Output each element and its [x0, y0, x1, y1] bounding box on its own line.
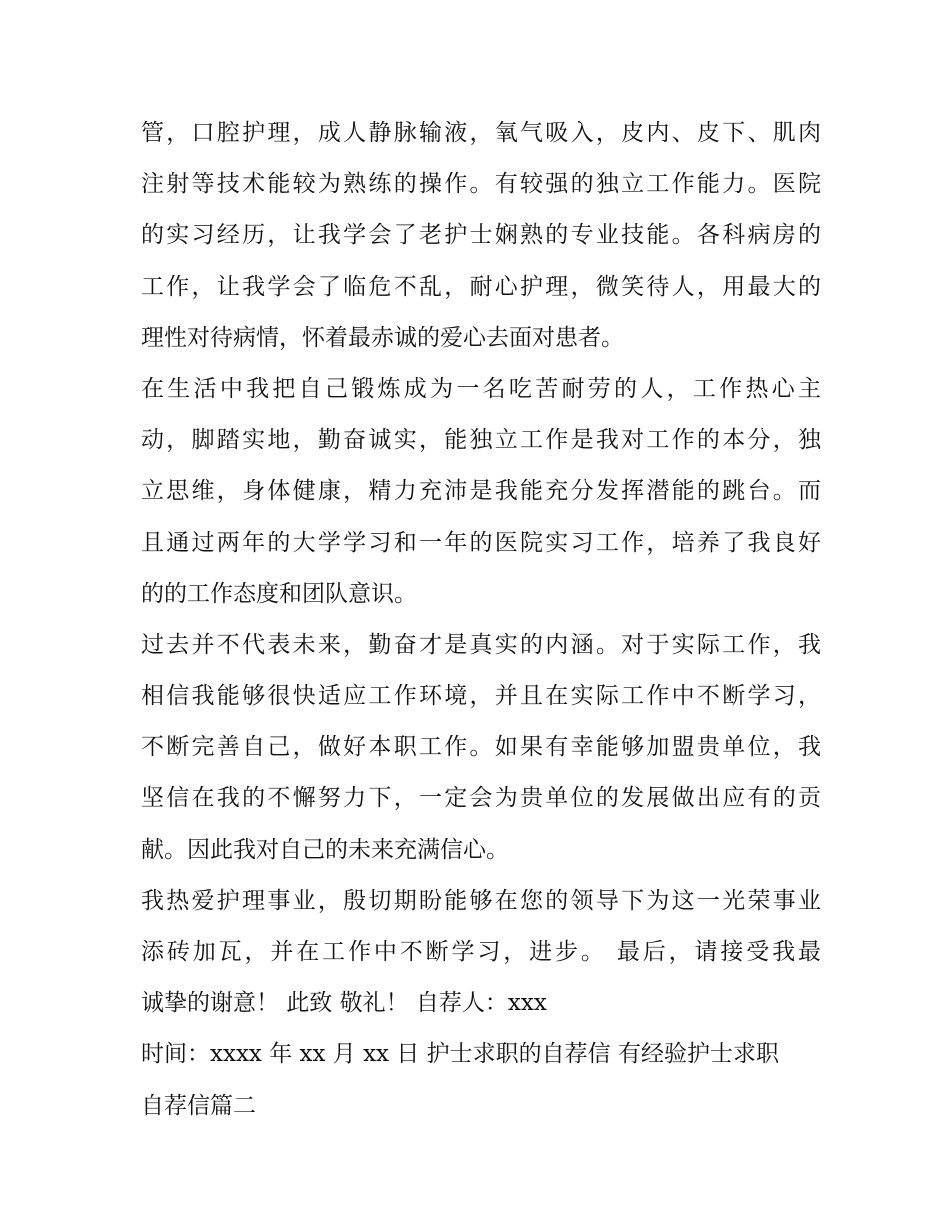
text-line: 管，口腔护理，成人静脉输液，氧气吸入，皮内、皮下、肌肉 [141, 120, 821, 146]
text-line: 理性对待病情，怀着最赤诚的爱心去面对患者。 [141, 324, 624, 351]
signature-line: 诚挚的谢意！ 此致 敬礼！ 自荐人：xxx [141, 990, 547, 1017]
text-line: 过去并不代表未来，勤奋才是真实的内涵。对于实际工作，我 [141, 631, 821, 658]
text-line: 注射等技术能较为熟练的操作。有较强的独立工作能力。医院 [141, 171, 821, 198]
text-line: 不断完善自己，做好本职工作。如果有幸能够加盟贵单位，我 [141, 734, 821, 761]
text-line: 且通过两年的大学学习和一年的医院实习工作，培养了我良好 [141, 529, 821, 556]
paragraph-5 [141, 1029, 821, 1131]
paragraph-2 [141, 364, 821, 620]
text-line: 动，脚踏实地，勤奋诚实，能独立工作是我对工作的本分，独 [141, 427, 821, 454]
text-line: 我热爱护理事业，殷切期盼能够在您的领导下为这一光荣事业 [141, 887, 821, 914]
text-line: 坚信在我的不懈努力下，一定会为贵单位的发展做出应有的贡 [141, 785, 821, 812]
paragraph-3 [141, 620, 821, 876]
paragraph-4 [141, 876, 821, 1030]
text-line: 工作，让我学会了临危不乱，耐心护理，微笑待人，用最大的 [141, 273, 821, 300]
letter-body [141, 108, 821, 1132]
paragraph-1 [141, 108, 821, 364]
text-line: 添砖加瓦，并在工作中不断学习，进步。 最后，请接受我最 [141, 939, 821, 965]
text-line: 相信我能够很快适应工作环境，并且在实际工作中不断学习， [141, 683, 821, 710]
text-line: 在生活中我把自己锻炼成为一名吃苦耐劳的人，工作热心主 [141, 375, 821, 402]
date-line: 时间：xxxx 年 xx 月 xx 日 护士求职的自荐信 有经验护士求职 [141, 1041, 779, 1068]
text-line: 的实习经历，让我学会了老护士娴熟的专业技能。各科病房的 [141, 222, 821, 249]
text-line: 献。因此我对自己的未来充满信心。 [141, 836, 509, 863]
section-heading-line: 自荐信篇二 [141, 1092, 256, 1119]
text-line: 立思维，身体健康，精力充沛是我能充分发挥潜能的跳台。而 [141, 478, 821, 505]
text-line: 的的工作态度和团队意识。 [141, 580, 417, 607]
